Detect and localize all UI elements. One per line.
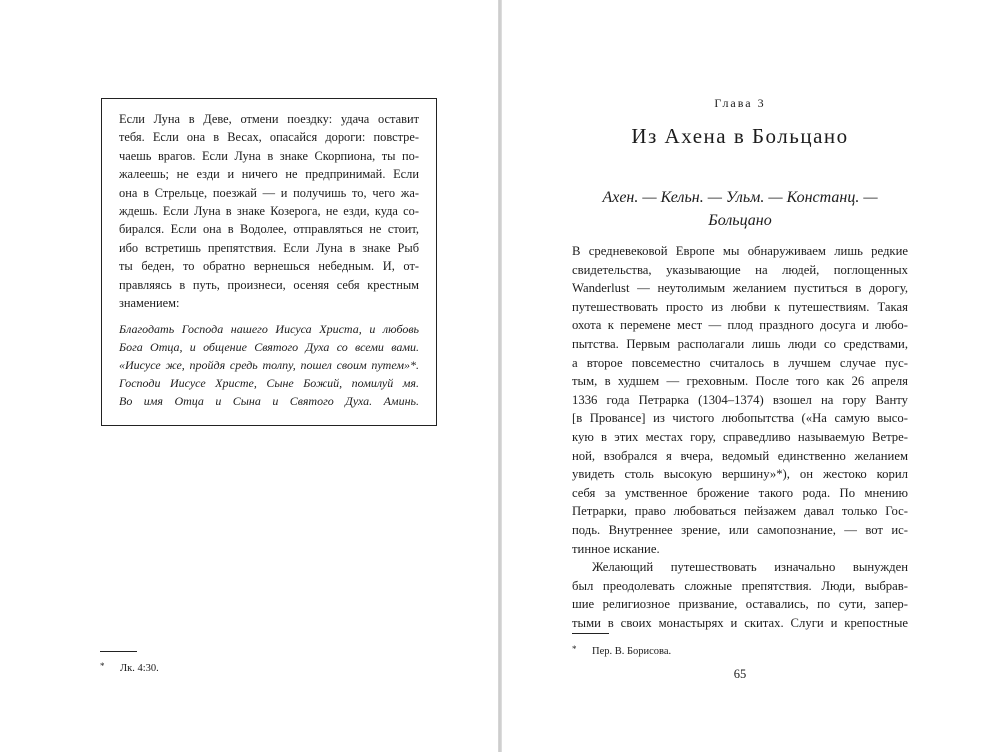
body-line: а второе повсеместно считалось в лучшем случае пус- bbox=[572, 355, 908, 370]
omen-line: тебя. Если она в Весах, опасайся дороги: повстре- bbox=[119, 130, 419, 145]
left-page bbox=[0, 0, 498, 752]
omen-line: правляясь в путь, произнеси, осеняя себя крестным bbox=[119, 277, 419, 292]
prayer-line: «Иисусе же, пройдя средь толпу, пошел своим путем»*. bbox=[119, 358, 419, 373]
footnote-text: Лк. 4:30. bbox=[120, 663, 159, 674]
body-line: себя за умственное брожение такого рода. По мнению bbox=[572, 485, 908, 500]
prayer-line: Во имя Отца и Сына и Святого Духа. Аминь. bbox=[119, 394, 419, 409]
body-line: 1336 года Петрарка (1304–1374) взошел на гору Ванту bbox=[572, 392, 908, 407]
body-line: шие религиозное призвание, оставались, по сути, запер- bbox=[572, 597, 908, 612]
chapter-title: Из Ахена в Больцано bbox=[631, 124, 849, 148]
body-line: тыми в своих монастырях и скитах. Слуги и крепостные bbox=[572, 615, 908, 630]
epigraph-line: Больцано bbox=[708, 212, 772, 229]
omen-line: ибо встретишь препятствия. Если Луна в знаке Рыб bbox=[119, 240, 419, 255]
footnote-rule bbox=[572, 633, 609, 634]
body-line: был преодолевать сложные препятствия. Люди, выбрав- bbox=[572, 578, 908, 593]
omen-line: ты беден, то обратно вернешься небедным. И, от- bbox=[119, 259, 419, 274]
omen-line: жалеешь; не езди и ничего не предпринимай. Если bbox=[119, 167, 419, 182]
body-line: [в Провансе] из чистого любопытства («На самую высо- bbox=[572, 411, 908, 426]
body-line: подь. Внутреннее зрение, или самопознание, — вот ис- bbox=[572, 522, 908, 537]
chapter-label: Глава 3 bbox=[714, 96, 766, 110]
footnote-text: Пер. В. Борисова. bbox=[592, 646, 672, 657]
body-line: увидеть столь высокую вершину»*), он жестоко корил bbox=[572, 467, 908, 482]
omen-box bbox=[101, 98, 437, 426]
body-line: Петрарки, право любоваться пейзажем давал только Гос- bbox=[572, 504, 908, 519]
omen-line: знамением: bbox=[119, 296, 180, 311]
prayer-line: Бога Отца, и общение Святого Духа со всеми вами. bbox=[119, 340, 419, 355]
footnote-mark: * bbox=[100, 661, 105, 671]
footnote bbox=[572, 643, 671, 658]
body-line: ной, взобрался я вчера, ведомый единственно желанием bbox=[572, 448, 908, 463]
footnote bbox=[100, 660, 159, 675]
body-line: тым, в худшем — греховным. После того как 26 апреля bbox=[572, 374, 908, 389]
prayer-line: Господи Иисусе Христе, Сыне Божий, помилуй мя. bbox=[119, 376, 419, 391]
prayer-text bbox=[119, 320, 419, 410]
omen-line: Если Луна в Деве, отмени поездку: удача оставит bbox=[119, 112, 419, 126]
body-line: свидетельства, указывающие на людей, поглощенных bbox=[572, 262, 908, 277]
page-number: 65 bbox=[733, 667, 747, 681]
omen-line: бирался. Если она в Водолее, отправляться не стоит, bbox=[119, 222, 419, 237]
body-line: пытства. Первым располагали лишь люди со средствами, bbox=[572, 336, 908, 351]
body-line: Wanderlust — неутолимым желанием пуститься в дорогу, bbox=[572, 281, 908, 296]
body-line: охота к перемене мест — плод праздного досуга и любо- bbox=[572, 318, 908, 333]
body-line: В средневековой Европе мы обнаруживаем лишь редкие bbox=[572, 244, 908, 258]
epigraph-line: Ахен. — Кельн. — Ульм. — Констанц. — bbox=[602, 189, 878, 206]
footnote-rule bbox=[100, 651, 137, 652]
omen-line: ждешь. Если Луна в знаке Козерога, не езди, куда со- bbox=[119, 204, 419, 219]
body-line: кую в этих местах гору, справедливо называемую Ветре- bbox=[572, 429, 908, 444]
chapter-epigraph bbox=[572, 186, 908, 232]
body-line: тинное искание. bbox=[572, 541, 660, 556]
omen-line: она в Стрельце, поезжай — и получишь то, чего жа- bbox=[119, 185, 419, 200]
footnote-mark: * bbox=[572, 644, 577, 654]
omen-line: чаешь врагов. Если Луна в знаке Скорпиона, ты по- bbox=[119, 148, 419, 163]
body-line: Желающий путешествовать изначально вынужден bbox=[592, 560, 908, 575]
prayer-line: Благодать Господа нашего Иисуса Христа, и любовь bbox=[119, 322, 419, 337]
body-line: путешествовать просто из любви к путешествиям. Такая bbox=[572, 299, 908, 314]
omen-text bbox=[119, 110, 419, 312]
body-text bbox=[572, 242, 908, 632]
